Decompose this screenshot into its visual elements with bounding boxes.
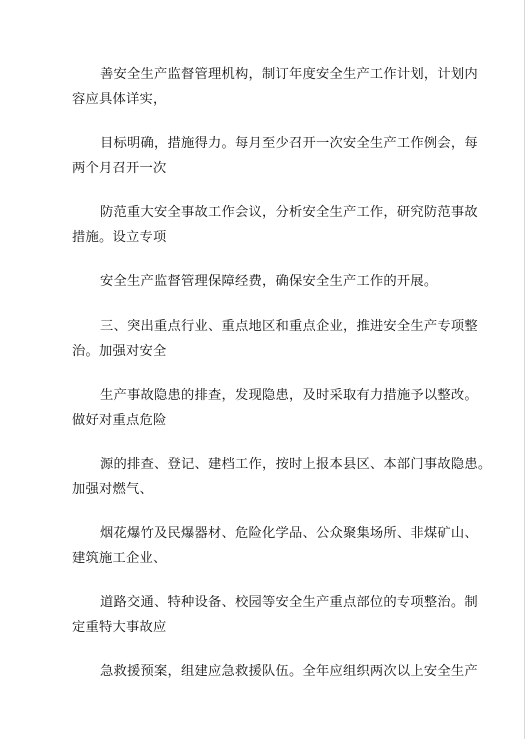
paragraph-7: [72, 452, 492, 502]
paragraph-5: [72, 314, 478, 364]
paragraph-line: 加强对燃气、: [72, 482, 153, 497]
paragraph-line: 建筑施工企业、: [72, 551, 167, 566]
paragraph-line: 治。加强对安全: [72, 344, 167, 359]
paragraph-line: 善安全生产监督管理机构，制订年度安全生产工作计划，计划内: [100, 67, 478, 82]
paragraph-line: 措施。设立专项: [72, 230, 167, 245]
paragraph-1: [72, 62, 478, 112]
paragraph-line: 定重特大事故应: [72, 620, 167, 635]
paragraph-6: [72, 383, 478, 433]
paragraph-line: 道路交通、特种设备、校园等安全生产重点部位的专项整治。制: [100, 595, 478, 610]
paragraph-line: 三、突出重点行业、重点地区和重点企业，推进安全生产专项整: [100, 319, 478, 334]
paragraph-line: 源的排查、登记、建档工作，按时上报本县区、本部门事故隐患。: [100, 457, 492, 472]
paragraph-line: 两个月召开一次: [72, 161, 167, 176]
paragraph-8: [72, 521, 478, 571]
paragraph-line: 生产事故隐患的排查，发现隐患，及时采取有力措施予以整改。: [100, 388, 478, 403]
paragraph-line: 安全生产监督管理保障经费，确保安全生产工作的开展。: [100, 274, 438, 289]
paragraph-line: 容应具体详实，: [72, 92, 167, 107]
paragraph-line: 急救援预案，组建应急救援队伍。全年应组织两次以上安全生产: [100, 664, 478, 679]
paragraph-9: [72, 590, 478, 640]
paragraph-10: [72, 659, 478, 684]
paragraph-line: 防范重大安全事故工作会议，分析安全生产工作，研究防范事故: [100, 205, 478, 220]
paragraph-line: 烟花爆竹及民爆器材、危险化学品、公众聚集场所、非煤矿山、: [100, 526, 478, 541]
paragraph-line: 做好对重点危险: [72, 413, 167, 428]
paragraph-line: 目标明确，措施得力。每月至少召开一次安全生产工作例会，每: [100, 136, 478, 151]
paragraph-3: [72, 200, 478, 250]
paragraph-4: [72, 269, 452, 294]
paragraph-2: [72, 131, 478, 181]
